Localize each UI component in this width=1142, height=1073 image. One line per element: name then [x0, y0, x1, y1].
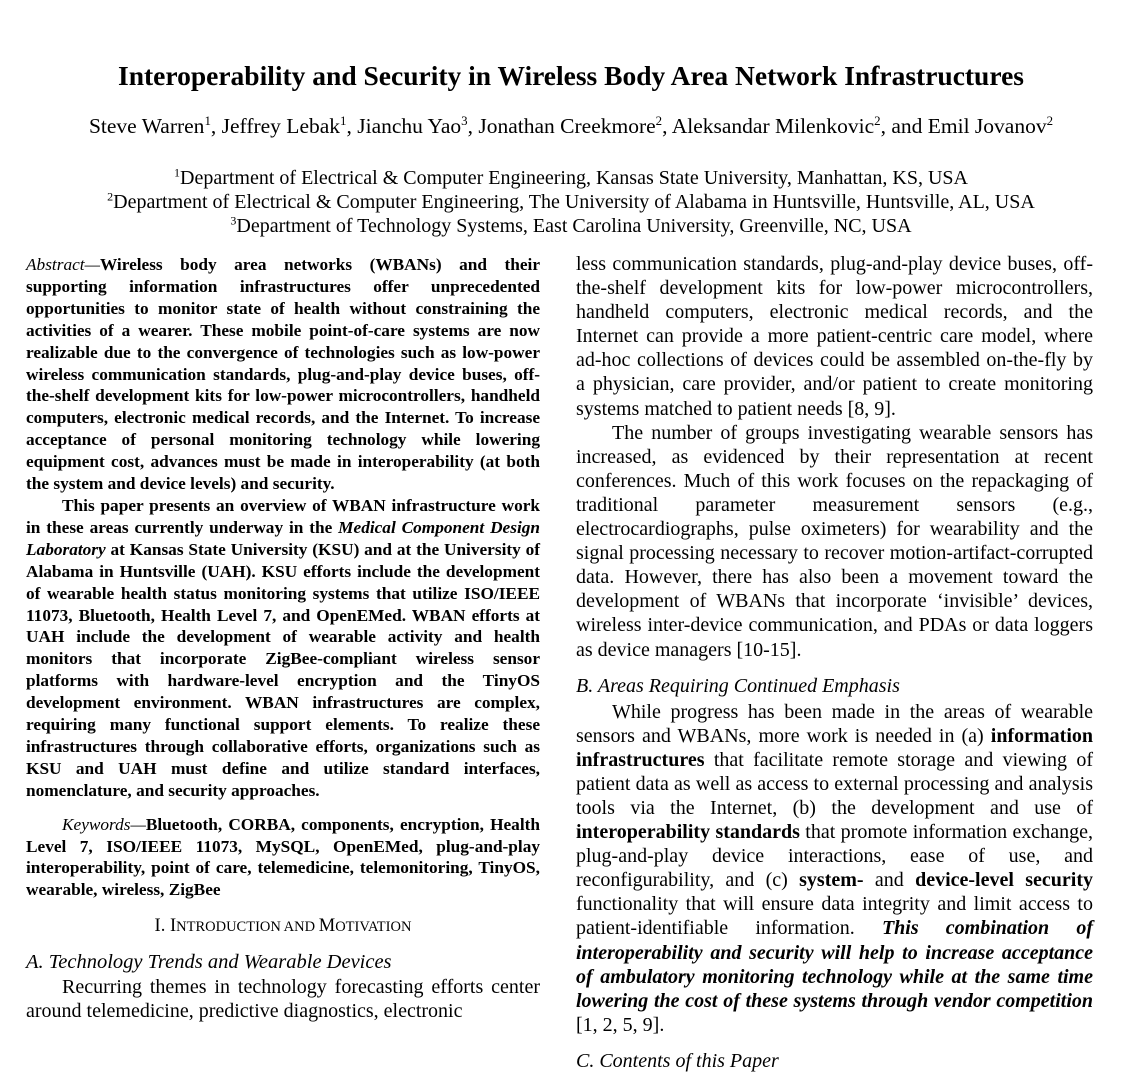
body-paragraph: less communication standards, plug-and-play device buses, off-the-shelf development kits for low-power microcontrollers, handheld computers, electronic medical records, and the Internet can provide a more patient-centric care model, where ad-hoc collections of devices could be assembled on-the-fly by a physician, care provider, and/or patient to create monitoring systems matched to patient needs [8, 9].	[576, 253, 1093, 420]
abstract-paragraph: This paper presents an overview of WBAN infrastructure work in these areas currently underway in the Medical Component Design Laboratory at Kansas State University (KSU) and at the University of Alabama in Huntsville (UAH). KSU efforts include the development of wearable health status monitoring systems that utilize ISO/IEEE 11073, Bluetooth, Health Level 7, and OpenEMed. WBAN efforts at UAH include the development of wearable activity and health monitors that incorporate ZigBee-compliant wireless sensor platforms with hardware-level encryption and the TinyOS development environment. WBAN infrastructures are complex, requiring many functional support elements. To realize these infrastructures through collaborative efforts, organizations such as KSU and UAH must define and utilize standard interfaces, nomenclature, and security approaches.	[26, 495, 540, 800]
author: Jonathan Creekmore$^2$,	[478, 113, 672, 138]
affiliation: $^2$Department of Electrical & Computer Engineering, The University of Alabama in Huntsville, Huntsville, AL, USA	[107, 189, 1035, 213]
keywords-paragraph: Keywords—Bluetooth, CORBA, components, encryption, Health Level 7, ISO/IEEE 11073, MySQL, OpenEMed, plug-and-play interoperability, point of care, telemedicine, telemonitoring, TinyOS, wearable, wireless, ZigBee	[26, 814, 540, 900]
affiliation: $^1$Department of Electrical & Computer Engineering, Kansas State University, Manhattan, KS, USA	[174, 165, 968, 189]
affiliation: $^3$Department of Technology Systems, East Carolina University, Greenville, NC, USA	[230, 213, 912, 237]
lab-name: Medical Component Design Laboratory	[26, 517, 540, 559]
subsection-heading: C. Contents of this Paper	[576, 1049, 779, 1072]
paper-title: Interoperability and Security in Wireless Body Area Network Infrastructures	[118, 60, 1024, 91]
author: Jeffrey Lebak$^1$,	[221, 113, 358, 138]
author: Aleksandar Milenkovic$^2$, and	[671, 113, 928, 138]
author: Jianchu Yao$^3$,	[357, 113, 479, 138]
subsection-heading: B. Areas Requiring Continued Emphasis	[576, 674, 900, 697]
author: Emil Jovanov$^2$	[927, 113, 1054, 138]
section-heading: I. INTRODUCTION AND MOTIVATION	[154, 916, 412, 937]
body-paragraph: While progress has been made in the areas of wearable sensors and WBANs, more work is needed in (a) information infrastructures that facilitate remote storage and viewing of patient data as well as access to external processing and analysis tools via the Internet, (b) the development and use of interoperability standards that promote information exchange, plug-and-play device interactions, ease of use, and reconfigurability, and (c) system- and device-level security functionality that will ensure data integrity and limit access to patient-identifiable information. This combination of interoperability and security will help to increase acceptance of ambulatory monitoring technology while at the same time lowering the cost of these systems through vendor competition [1, 2, 5, 9].	[576, 700, 1093, 1036]
affiliation-list	[0, 166, 1142, 238]
body-paragraph-clipped: Recurring themes in technology forecasting efforts center around telemedicine, predictive diagnostics, electronic	[26, 976, 540, 1023]
body-paragraph: The number of groups investigating wearable sensors has increased, as evidenced by their representation at recent conferences. Much of this work focuses on the repackaging of traditional parameter measurement sensors (e.g., electrocardiographs, pulse oximeters) for wearability and the signal processing necessary to recover motion-artifact-corrupted data. However, there has also been a movement toward the development of WBANs that incorporate ‘invisible’ devices, wireless inter-device communication, and PDAs or data loggers as device managers [10-15].	[576, 421, 1093, 661]
left-column	[26, 254, 540, 1023]
abstract-label: Abstract	[26, 255, 85, 274]
author-list	[0, 111, 1142, 141]
author: Steve Warren$^1$,	[88, 113, 222, 138]
abstract-paragraph: Abstract—Wireless body area networks (WBANs) and their supporting information infrastructures offer unprecedented opportunities to monitor state of health without constraining the activities of a wearer. These mobile point-of-care systems are now realizable due to the convergence of technologies such as low-power wireless communication standards, plug-and-play device buses, off-the-shelf development kits for low-power microcontrollers, handheld computers, electronic medical records, and the Internet. To increase acceptance of personal monitoring technology while lowering equipment cost, advances must be made in interoperability (at both the system and device levels) and security.	[26, 255, 540, 494]
subsection-heading: A. Technology Trends and Wearable Devices	[26, 951, 392, 974]
right-column	[576, 252, 1093, 1072]
keywords-label: Keywords	[62, 814, 131, 834]
